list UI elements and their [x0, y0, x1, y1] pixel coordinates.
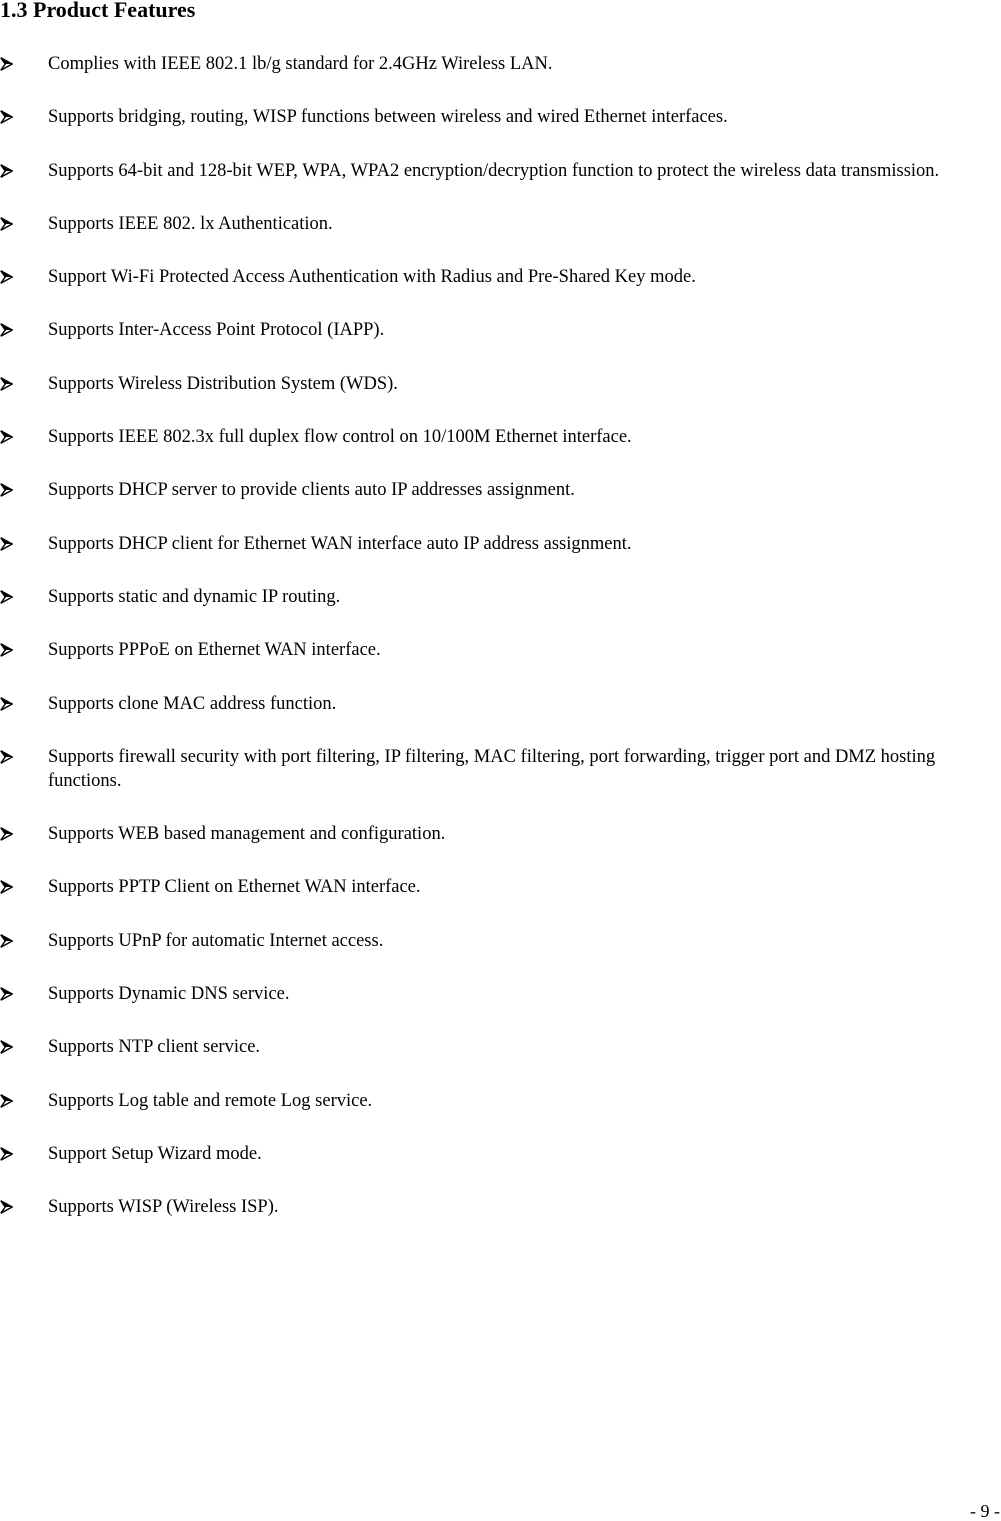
feature-item: [0, 1195, 1001, 1219]
feature-text: Support Setup Wizard mode.: [48, 1143, 262, 1164]
feature-item: [0, 822, 1001, 846]
feature-text: Supports bridging, routing, WISP functions between wireless and wired Ethernet interfaces.: [48, 107, 728, 128]
arrowhead-bullet-icon: [0, 643, 13, 657]
arrowhead-bullet-icon: [0, 1040, 13, 1054]
feature-item: [0, 212, 1001, 236]
feature-text: Supports WEB based management and configuration.: [48, 824, 446, 845]
feature-text: Supports Inter-Access Point Protocol (IAPP).: [48, 320, 385, 341]
feature-item: [0, 318, 1001, 342]
arrowhead-bullet-icon: [0, 827, 13, 841]
feature-text: Supports Wireless Distribution System (WDS).: [48, 373, 398, 394]
arrowhead-bullet-icon: [0, 483, 13, 497]
feature-text: Supports NTP client service.: [48, 1037, 261, 1058]
feature-text: Complies with IEEE 802.1 lb/g standard for 2.4GHz Wireless LAN.: [48, 54, 553, 74]
feature-item: [0, 1142, 1001, 1166]
feature-item: [0, 585, 1001, 609]
feature-item: [0, 105, 1001, 129]
feature-text: Support Wi-Fi Protected Access Authentication with Radius and Pre-Shared Key mode.: [48, 267, 696, 288]
feature-item: [0, 265, 1001, 289]
arrowhead-bullet-icon: [0, 323, 13, 337]
feature-item: [0, 1035, 1001, 1059]
arrowhead-bullet-icon: [0, 1200, 13, 1214]
feature-item: [0, 159, 1001, 183]
feature-item: [0, 425, 1001, 449]
feature-text: Supports static and dynamic IP routing.: [48, 586, 341, 607]
arrowhead-bullet-icon: [0, 110, 13, 124]
arrowhead-bullet-icon: [0, 377, 13, 391]
feature-text: Supports UPnP for automatic Internet access.: [48, 930, 384, 951]
arrowhead-bullet-icon: [0, 1147, 13, 1161]
feature-text: Supports 64-bit and 128-bit WEP, WPA, WPA2 encryption/decryption function to protect the wireless data transmission.: [48, 160, 940, 181]
arrowhead-bullet-icon: [0, 697, 13, 711]
feature-text: Supports PPPoE on Ethernet WAN interface.: [48, 640, 381, 661]
feature-text: Supports Log table and remote Log service.: [48, 1090, 373, 1111]
feature-text: Supports Dynamic DNS service.: [48, 984, 290, 1005]
feature-item: [0, 1089, 1001, 1113]
feature-item: [0, 532, 1001, 556]
feature-item: [0, 745, 1001, 793]
feature-list: [0, 52, 1001, 1249]
arrowhead-bullet-icon: [0, 537, 13, 551]
page-number: - 9 -: [970, 1501, 1000, 1521]
feature-item: [0, 982, 1001, 1006]
arrowhead-bullet-icon: [0, 1094, 13, 1108]
feature-text: Supports firewall security with port filtering, IP filtering, MAC filtering, port forwarding, trigger port and DMZ hosting functions.: [48, 746, 936, 791]
feature-item: [0, 478, 1001, 502]
arrowhead-bullet-icon: [0, 590, 13, 604]
feature-item: [0, 929, 1001, 953]
arrowhead-bullet-icon: [0, 57, 13, 71]
feature-item: [0, 638, 1001, 662]
arrowhead-bullet-icon: [0, 987, 13, 1001]
feature-text: Supports clone MAC address function.: [48, 693, 337, 714]
section-title: 1.3 Product Features: [0, 0, 196, 22]
feature-text: Supports DHCP client for Ethernet WAN interface auto IP address assignment.: [48, 533, 632, 554]
arrowhead-bullet-icon: [0, 164, 13, 178]
feature-item: [0, 875, 1001, 899]
feature-item: [0, 52, 1001, 76]
arrowhead-bullet-icon: [0, 270, 13, 284]
feature-text: Supports DHCP server to provide clients auto IP addresses assignment.: [48, 480, 575, 501]
arrowhead-bullet-icon: [0, 217, 13, 231]
arrowhead-bullet-icon: [0, 750, 13, 764]
arrowhead-bullet-icon: [0, 880, 13, 894]
arrowhead-bullet-icon: [0, 934, 13, 948]
feature-item: [0, 692, 1001, 716]
feature-item: [0, 372, 1001, 396]
feature-text: Supports WISP (Wireless ISP).: [48, 1197, 279, 1218]
feature-text: Supports PPTP Client on Ethernet WAN interface.: [48, 877, 421, 898]
feature-text: Supports IEEE 802.3x full duplex flow control on 10/100M Ethernet interface.: [48, 427, 632, 448]
arrowhead-bullet-icon: [0, 430, 13, 444]
feature-text: Supports IEEE 802. lx Authentication.: [48, 213, 333, 234]
